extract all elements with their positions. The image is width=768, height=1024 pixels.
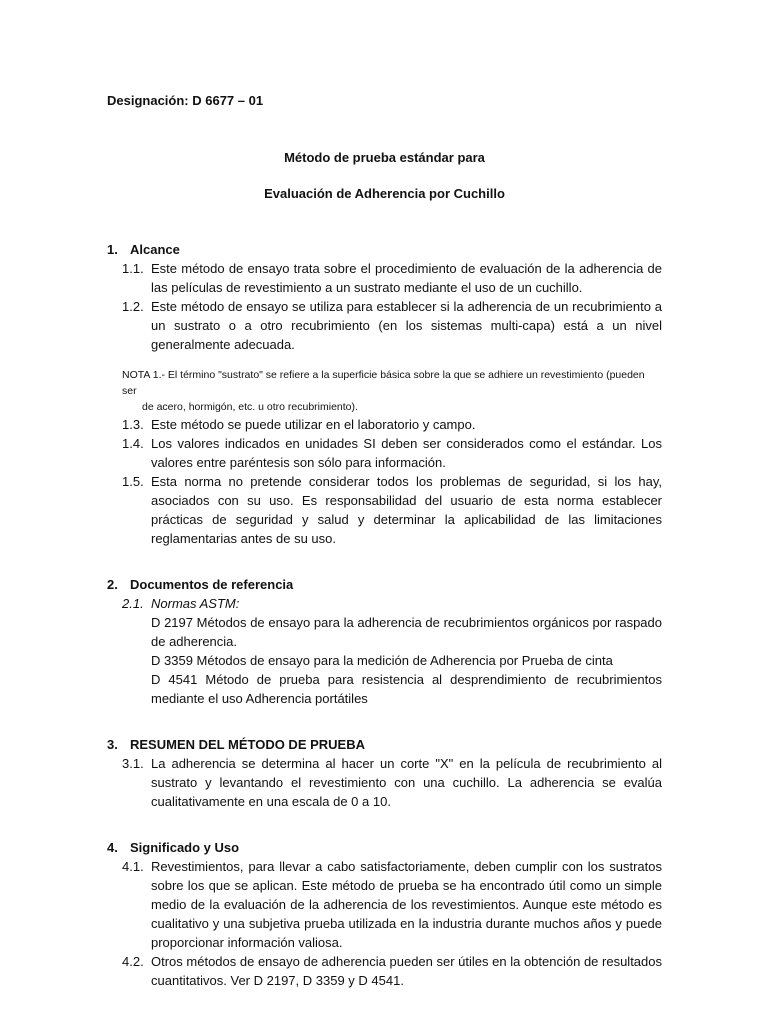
item-text: Este método de ensayo trata sobre el procedimiento de evaluación de la adherencia de las películas de revestimiento a un sustrato mediante el uso de un cuchillo.	[151, 261, 662, 295]
section-title: RESUMEN DEL MÉTODO DE PRUEBA	[130, 737, 365, 752]
list-item	[122, 754, 662, 811]
section-title: Alcance	[130, 242, 180, 257]
item-number: 1.3.	[122, 417, 144, 432]
section-summary	[107, 735, 662, 811]
item-text: Los valores indicados en unidades SI deben ser considerados como el estándar. Los valores entre paréntesis son sólo para información.	[151, 436, 662, 470]
section-references	[107, 575, 662, 708]
section-significance	[107, 838, 662, 990]
item-text: Normas ASTM:	[151, 596, 240, 611]
subsection-heading	[122, 594, 662, 613]
list-item	[122, 952, 662, 990]
list-item	[122, 297, 662, 354]
list-item	[122, 434, 662, 472]
section-number: 3.	[107, 737, 118, 752]
item-text: Esta norma no pretende considerar todos los problemas de seguridad, si los hay, asociados con su uso. Es responsabilidad del usuario de esta norma establecer prácticas de seguridad y salud y determinar la aplicabilidad de las limitaciones reglamentarias antes de su uso.	[151, 474, 662, 546]
section-heading	[107, 240, 662, 259]
item-number: 3.1.	[122, 756, 144, 771]
reference-item: D 3359 Métodos de ensayo para la medición de Adherencia por Prueba de cinta	[151, 653, 613, 668]
note-text: NOTA 1.- El término "sustrato" se refiere a la superficie básica sobre la que se adhiere un revestimiento (pueden ser	[122, 369, 645, 397]
note-text-continued: de acero, hormigón, etc. u otro recubrimiento).	[142, 401, 358, 413]
list-item	[122, 857, 662, 952]
section-number: 4.	[107, 840, 118, 855]
list-item	[122, 415, 662, 434]
section-heading	[107, 735, 662, 754]
reference-list	[151, 613, 662, 708]
item-text: Este método se puede utilizar en el laboratorio y campo.	[151, 417, 476, 432]
reference-item: D 2197 Métodos de ensayo para la adherencia de recubrimientos orgánicos por raspado de adherencia.	[151, 615, 662, 649]
list-item	[122, 472, 662, 548]
item-number: 2.1.	[122, 596, 144, 611]
item-text: Revestimientos, para llevar a cabo satisfactoriamente, deben cumplir con los sustratos sobre los que se aplican. Este método de prueba se ha encontrado útil como un simple medio de la evaluación de la adherencia de los revestimientos. Aunque este método es cualitativo y una subjetiva prueba utilizada en la industria durante muchos años y puede proporcionar información valiosa.	[151, 859, 662, 950]
item-number: 1.5.	[122, 474, 144, 489]
section-title: Significado y Uso	[130, 840, 240, 855]
title-line-1: Método de prueba estándar para	[284, 150, 485, 165]
item-text: La adherencia se determina al hacer un corte "X" en la película de recubrimiento al sustrato y levantando el revestimiento con una cuchillo. La adherencia se evalúa cualitativamente en una escala de 0 a 10.	[151, 756, 662, 809]
title-line-2: Evaluación de Adherencia por Cuchillo	[264, 186, 505, 201]
section-title: Documentos de referencia	[130, 577, 294, 592]
item-text: Otros métodos de ensayo de adherencia pueden ser útiles en la obtención de resultados cuantitativos. Ver D 2197, D 3359 y D 4541.	[151, 954, 662, 988]
section-heading	[107, 575, 662, 594]
list-item	[122, 259, 662, 297]
item-number: 4.1.	[122, 859, 144, 874]
designation: Designación: D 6677 – 01	[107, 93, 264, 108]
item-number: 1.4.	[122, 436, 144, 451]
section-number: 1.	[107, 242, 118, 257]
reference-item: D 4541 Método de prueba para resistencia al desprendimiento de recubrimientos mediante el uso Adherencia portátiles	[151, 672, 662, 706]
item-number: 1.2.	[122, 299, 144, 314]
note	[122, 367, 662, 415]
item-number: 1.1.	[122, 261, 144, 276]
item-text: Este método de ensayo se utiliza para establecer si la adherencia de un recubrimiento a un sustrato o a otro recubrimiento (en los sistemas multi-capa) está a un nivel generalmente adecuada.	[151, 299, 662, 352]
section-heading	[107, 838, 662, 857]
section-number: 2.	[107, 577, 118, 592]
item-number: 4.2.	[122, 954, 144, 969]
section-scope	[107, 240, 662, 548]
